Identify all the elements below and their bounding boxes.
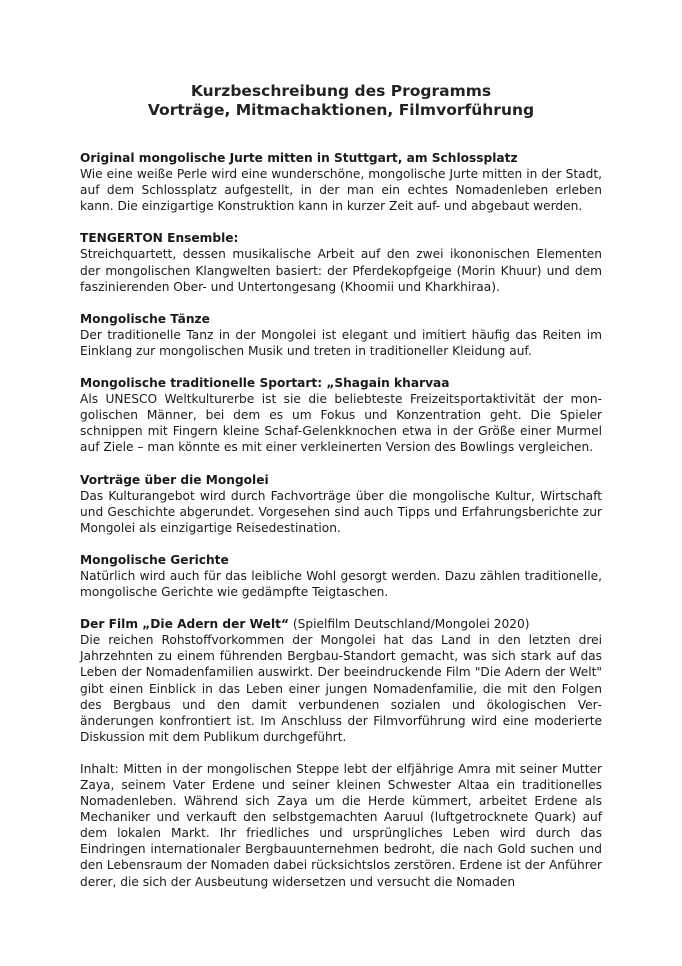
section-tengerton xyxy=(80,230,602,294)
section-inhalt xyxy=(80,761,602,890)
section-heading: Mongolische Gerichte xyxy=(80,552,229,567)
section-heading-line xyxy=(80,616,602,632)
document-subtitle: Vorträge, Mitmachaktionen, Filmvorführung xyxy=(147,101,535,119)
section-heading: TENGERTON Ensemble: xyxy=(80,231,239,246)
film-synopsis: Inhalt: Mitten in der mongolischen Steppe lebt der elfjährige Amra mit seiner Mutter Zaya, seinem Vater Erdene und seiner kleinen Schwester Altaa ein traditionelles Nomadenleben. Während sich Zaya um die Herde kümmert, arbeitet Erdene als Mechaniker und verkauft den selbstgemachten Aaruul (luftgetrocknete Quark) auf dem lokalen Markt. Ihr friedliches und ursprüngliches Leben wird durch das Eindringen internationaler Bergbauunternehmen bedroht, die nach Gold suchen und den Lebensraum der Nomaden dabei rücksichtslos zerstören. Erdene ist der Anführer derer, die sich der Ausbeutung widersetzen und versucht die Nomaden xyxy=(80,761,602,889)
film-details: (Spielfilm Deutschland/Mongolei 2020) xyxy=(288,617,530,632)
section-vortraege xyxy=(80,472,602,536)
section-jurte xyxy=(80,150,602,214)
section-text: Der traditionelle Tanz in der Mongolei ist elegant und imitiert häufig das Reiten im Einklang zur mongolischen Musik und treten in traditioneller Kleidung auf. xyxy=(80,327,602,358)
section-heading: Vorträge über die Mongolei xyxy=(80,472,269,487)
section-text: Wie eine weiße Perle wird eine wunderschöne, mongolische Jurte mitten in der Stadt, auf dem Schlossplatz aufgestellt, in der man ein echtes Nomadenleben erleben kann. Die einzigartige Konstruktion kann in kurzer Zeit auf- und abgebaut werden. xyxy=(80,167,602,214)
section-text: Das Kulturangebot wird durch Fachvorträge über die mongolische Kultur, Wirtschaft und Geschichte abgerundet. Vorgesehen sind auch Tipps und Erfahrungsberichte zur Mongolei als einzigartige Reisedestination. xyxy=(80,488,602,535)
section-text: Natürlich wird auch für das leibliche Wohl gesorgt werden. Dazu zählen traditionelle, mongolische Gerichte wie gedämpfte Teigtaschen. xyxy=(80,568,602,600)
section-heading: Der Film „Die Adern der Welt“ xyxy=(80,617,289,632)
section-text: Streichquartett, dessen musikalische Arbeit auf den zwei ikononischen Elementen der mongolischen Klangwelten basiert: der Pferdekopfgeige (Morin Khuur) und dem faszinierenden Ober- und Untertongesang (Khoomii und Kharkhiraa). xyxy=(80,247,602,294)
section-gerichte xyxy=(80,552,602,600)
section-heading: Mongolische Tänze xyxy=(80,311,210,326)
section-text: Die reichen Rohstoffvorkommen der Mongolei hat das Land in den letzten drei Jahrzehnten zu einem führenden Bergbau-Standort gemacht, was sich stark auf das Leben der Nomadenfamilien auswirkt. Der beeindruckende Film "Die Adern der Welt" gibt einen Einblick in das Leben einer jungen Nomadenfamilie, die mit den Folgen des Bergbaus und den damit verbundenen sozialen und ökologischen Veränderungen konfrontiert ist. Im Anschluss der Filmvorführung wird eine moderierte Diskussion mit dem Publikum durchgeführt. xyxy=(80,633,602,744)
section-film xyxy=(80,616,602,745)
section-heading: Original mongolische Jurte mitten in Stuttgart, am Schlossplatz xyxy=(80,151,518,165)
section-heading: Mongolische traditionelle Sportart: „Shagain kharvaa xyxy=(80,376,450,391)
section-text: Als UNESCO Weltkulturerbe ist sie die beliebteste Freizeitsportaktivität der mongolischen Männer, bei dem es um Fokus und Konzentration geht. Die Spieler schnippen mit Fingern kleine Schaf-Gelenkknochen etwa in der Größe einer Murmel auf Ziele – man könnte es mit einer verkleinerten Version des Bowlings vergleichen. xyxy=(80,392,602,455)
program-content xyxy=(80,150,602,890)
section-taenze xyxy=(80,311,602,359)
section-sportart xyxy=(80,375,602,455)
document-title: Kurzbeschreibung des Programms xyxy=(190,82,492,100)
